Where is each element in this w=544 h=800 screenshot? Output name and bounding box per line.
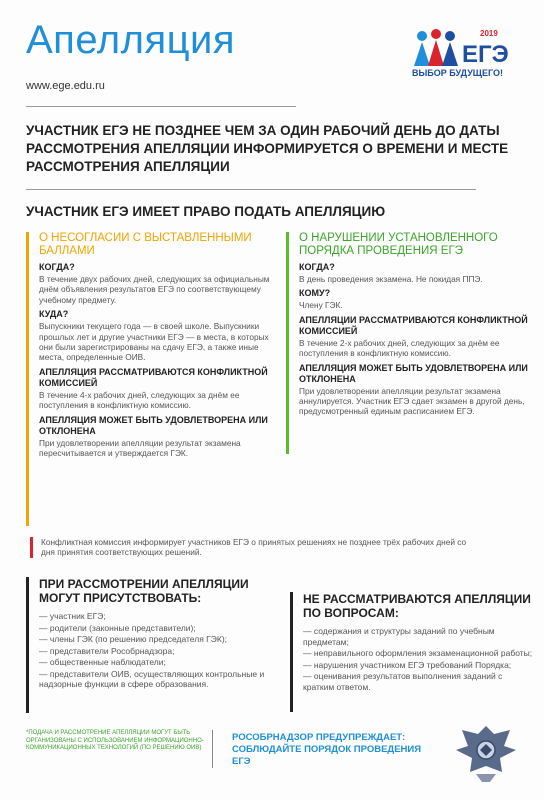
list-item: — представители ОИВ, осуществляющих контрольные и надзорные функции в сфере образования. bbox=[39, 668, 265, 689]
right-q4: АПЕЛЛЯЦИЯ МОЖЕТ БЫТЬ УДОВЛЕТВОРЕНА ИЛИ ОТКЛОНЕНА bbox=[299, 362, 528, 384]
header-divider bbox=[26, 106, 296, 107]
present-title: ПРИ РАССМОТРЕНИИ АПЕЛЛЯЦИИ МОГУТ ПРИСУТСТВОВАТЬ: bbox=[39, 577, 249, 605]
left-a1: В течение двух рабочих дней, следующих за официальным днём объявления результатов ЕГЭ по соответствующему учебному предмету. bbox=[39, 274, 270, 305]
site-url[interactable]: www.ege.edu.ru bbox=[26, 80, 105, 92]
right-column-title: О НАРУШЕНИИ УСТАНОВЛЕННОГО ПОРЯДКА ПРОВЕДЕНИЯ ЕГЭ bbox=[299, 232, 498, 257]
right-q2: КОМУ? bbox=[299, 288, 331, 299]
left-q2: КУДА? bbox=[39, 309, 69, 320]
list-item: — члены ГЭК (по решению председателя ГЭК); bbox=[39, 634, 228, 644]
present-box bbox=[26, 577, 271, 713]
heading-divider bbox=[26, 189, 476, 190]
right-a2: Члену ГЭК. bbox=[299, 300, 343, 311]
list-item: — родители (законные представители); bbox=[39, 622, 196, 633]
list-item: — общественные наблюдатели; bbox=[39, 657, 166, 667]
left-q4: АПЕЛЛЯЦИЯ МОЖЕТ БЫТЬ УДОВЛЕТВОРЕНА ИЛИ ОТКЛОНЕНА bbox=[39, 414, 268, 436]
footer-note: *ПОДАЧА И РАССМОТРЕНИЕ АПЕЛЛЯЦИИ МОГУТ БЫТЬ ОРГАНИЗОВАНЫ С ИСПОЛЬЗОВАНИЕМ ИНФОРМАЦИОННО-КОММУНИКАЦИОННЫХ ТЕХНОЛОГИЙ (ПО РЕШЕНИЮ ОИВ) bbox=[26, 730, 204, 751]
left-a3: В течение 4-х рабочих дней, следующих за днём ее поступления в конфликтную комиссию. bbox=[39, 389, 240, 411]
left-a2: Выпускники текущего года — в своей школе. Выпускники прошлых лет и другие участники ЕГЭ — в места, в которых они были зарегистрированы на сдачу ЕГЭ, а также иные места, определенные ОИВ. bbox=[39, 321, 269, 363]
not-considered-title: НЕ РАССМАТРИВАЮТСЯ АПЕЛЛЯЦИИ ПО ВОПРОСАМ: bbox=[303, 592, 531, 620]
list-item: — участник ЕГЭ; bbox=[39, 611, 106, 621]
list-item: — оценивания результатов выполнения заданий с кратким ответом. bbox=[303, 671, 503, 692]
sub-heading: УЧАСТНИК ЕГЭ ИМЕЕТ ПРАВО ПОДАТЬ АПЕЛЛЯЦИЮ bbox=[26, 204, 386, 219]
page-title: Апелляция bbox=[26, 18, 236, 62]
left-q3: АПЕЛЛЯЦИЯ РАССМАТРИВАЮТСЯ КОНФЛИКТНОЙ КОМИССИЕЙ bbox=[39, 366, 268, 388]
logo-brand: ЕГЭ bbox=[462, 41, 509, 68]
right-a4: При удовлетворении апелляции результат экзамена аннулируется. Участник ЕГЭ сдает экзамен в другой день, предусмотренный единым расписанием ЕГЭ. bbox=[299, 385, 525, 417]
eagle-emblem-icon bbox=[450, 720, 522, 784]
list-item: — содержания и структуры заданий по учебным предметам; bbox=[303, 626, 495, 647]
logo-year: 2019 bbox=[480, 29, 498, 38]
logo-slogan: ВЫБОР БУДУЩЕГО! bbox=[412, 68, 503, 78]
list-item: — неправильного оформления экзаменационной работы; bbox=[303, 648, 533, 658]
left-column-title: О НЕСОГЛАСИИ С ВЫСТАВЛЕННЫМИ БАЛЛАМИ bbox=[39, 232, 252, 257]
right-a3: В течение 2-х рабочих дней, следующих за днём ее поступления в конфликтную комиссию. bbox=[299, 337, 500, 359]
left-q1: КОГДА? bbox=[39, 262, 75, 272]
not-considered-box bbox=[290, 592, 533, 712]
right-q3: АПЕЛЛЯЦИИ РАССМАТРИВАЮТСЯ КОНФЛИКТНОЙ КОМИССИЕЙ bbox=[299, 314, 528, 336]
commission-note: Конфликтная комиссия информирует участников ЕГЭ о принятых решениях не позднее трёх рабочих дней со дня принятия соответствующих решений. bbox=[30, 537, 471, 558]
footer-warning: РОСОБРНАДЗОР ПРЕДУПРЕЖДАЕТ: СОБЛЮДАЙТЕ ПОРЯДОК ПРОВЕДЕНИЯ ЕГЭ bbox=[232, 732, 422, 767]
main-heading: УЧАСТНИК ЕГЭ НЕ ПОЗДНЕЕ ЧЕМ ЗА ОДИН РАБОЧИЙ ДЕНЬ ДО ДАТЫ РАССМОТРЕНИЯ АПЕЛЛЯЦИИ ИНФОРМИРУЕТСЯ О ВРЕМЕНИ И МЕСТЕ РАССМОТРЕНИЯ АПЕЛЛЯЦИИ bbox=[26, 123, 509, 174]
list-item: — нарушения участником ЕГЭ требований Порядка; bbox=[303, 659, 512, 670]
left-a4: При удовлетворении апелляции результат экзамена пересчитывается и утверждается ГЭК. bbox=[39, 437, 241, 459]
left-column bbox=[26, 232, 277, 526]
right-a1: В день проведения экзамена. Не покидая ППЭ. bbox=[299, 274, 483, 284]
right-q1: КОГДА? bbox=[299, 262, 335, 272]
footer-divider bbox=[212, 730, 213, 768]
right-column bbox=[286, 232, 534, 454]
list-item: — представители Рособрнадзора; bbox=[39, 645, 175, 656]
